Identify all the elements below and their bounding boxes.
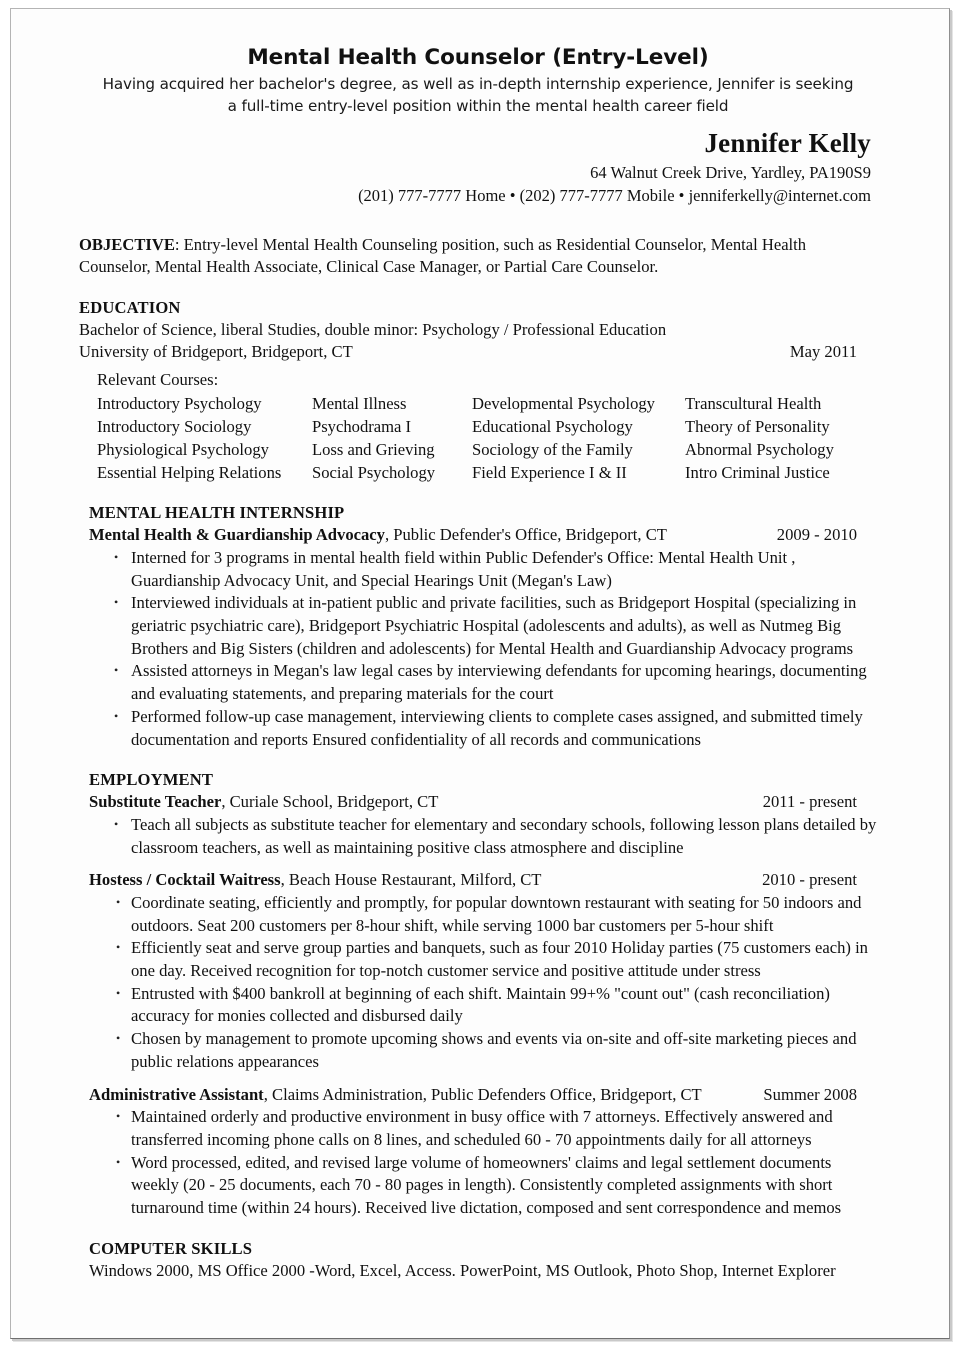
bullet-text: • Assisted attorneys in Megan's law legal cases by interviewing defendants for upcoming hearings, documenting and evaluating statements, and preparing materials for the court xyxy=(131,661,867,704)
job-title-line xyxy=(89,869,541,892)
bullet-text: • Teach all subjects as substitute teacher for elementary and secondary schools, following lesson plans detailed by classroom teachers, as well as maintaining positive class atmosphere and discipline xyxy=(131,814,877,857)
education-date: May 2011 xyxy=(789,342,857,362)
bullet-text: • Efficiently seat and serve group parties and banquets, such as four 2010 Holiday parties (75 customers each) in one day. Received recognition for top-notch customer service and positive attitude under stress xyxy=(131,938,868,980)
candidate-name: Jennifer Kelly xyxy=(704,128,871,159)
course-item: Theory of Personality xyxy=(685,416,830,436)
objective-text: Entry-level Mental Health Counseling position, such as Residential Counselor, Mental Health Counselor, Mental Health Associate, Clinical Case Manager, or Partial Care Counselor. xyxy=(79,234,807,277)
job-role: Hostess / Cocktail Waitress xyxy=(89,870,281,890)
list-item xyxy=(79,660,877,705)
job-org: , Beach House Restaurant, Milford, CT xyxy=(280,870,542,890)
list-item xyxy=(79,547,877,592)
course-item: Social Psychology xyxy=(312,463,436,483)
education-school-row xyxy=(79,341,877,364)
course-item: Introductory Sociology xyxy=(97,416,252,436)
list-item xyxy=(79,1152,877,1220)
job-org: , Claims Administration, Public Defenders Office, Bridgeport, CT xyxy=(263,1084,702,1104)
job-title-row xyxy=(89,1084,877,1107)
internship-role-row xyxy=(89,524,877,547)
resume-header xyxy=(79,45,877,208)
bullet-text: • Performed follow-up case management, interviewing clients to complete cases assigned, and submitted timely documentation and reports Ensured confidentiality of all records and communications xyxy=(131,706,863,749)
course-item: Educational Psychology xyxy=(472,416,633,436)
candidate-contact: (201) 777-7777 Home • (202) 777-7777 Mobile • jenniferkelly@internet.com xyxy=(358,186,871,206)
job-date: 2011 - present xyxy=(762,792,857,812)
employment-heading: EMPLOYMENT xyxy=(89,770,214,790)
internship-bullet-list xyxy=(79,547,877,751)
page-title: Mental Health Counselor (Entry-Level) xyxy=(247,45,709,70)
course-item: Abnormal Psychology xyxy=(685,439,834,459)
education-degree: Bachelor of Science, liberal Studies, double minor: Psychology / Professional Education xyxy=(79,319,667,339)
section-employment xyxy=(79,769,877,1219)
education-heading: EDUCATION xyxy=(79,297,181,317)
bullet-text: • Coordinate seating, efficiently and promptly, for popular downtown restaurant with seating for 50 indoors and outdoors. Seat 200 customers per 8-hour shift, while serving 1000 bar customers per 5-hour shift xyxy=(131,892,862,935)
education-school: University of Bridgeport, Bridgeport, CT xyxy=(79,342,353,362)
spacer xyxy=(79,751,877,769)
job-date: 2010 - present xyxy=(762,870,857,890)
section-education xyxy=(79,297,877,485)
objective-separator: : xyxy=(174,234,184,254)
bullet-text: • Maintained orderly and productive environment in busy office with 7 attorneys. Effectively answered and transferred incoming phone calls on 8 lines, and scheduled 60 - 70 appointments daily for all attorneys xyxy=(131,1107,833,1149)
course-item: Sociology of the Family xyxy=(472,439,633,459)
employment-entry xyxy=(79,1084,877,1220)
bullet-text: • Chosen by management to promote upcoming shows and events via on-site and off-site marketing pieces and public relations appearances xyxy=(131,1029,857,1071)
internship-role-line xyxy=(89,524,667,547)
bullet-text: • Interviewed individuals at in-patient public and private facilities, such as Bridgeport Hospital (specializing in geriatric psychiatric care), Bridgeport Psychiatric Hospital (adolescents and adults), as well as Nutmeg Big Brothers and Big Sisters (children and adolescents) for Mental Health and Guardianship Advocacy programs xyxy=(131,593,857,658)
spacer xyxy=(79,208,877,234)
courses-label: Relevant Courses: xyxy=(97,369,219,389)
job-role: Administrative Assistant xyxy=(89,1084,264,1104)
objective-label: OBJECTIVE xyxy=(79,234,175,254)
course-item: Intro Criminal Justice xyxy=(685,463,830,483)
course-item: Physiological Psychology xyxy=(97,439,269,459)
relevant-courses-grid xyxy=(97,392,877,485)
spacer xyxy=(79,279,877,297)
job-bullet-list xyxy=(79,892,877,1074)
bullet-text: • Word processed, edited, and revised large volume of homeowners' claims and legal settlement documents weekly (20 - 25 documents, each 70 - 80 pages in length). Consistently completed assignments with short turnaround time (within 24 hours). Received live dictation, composed and sent correspondence and memos xyxy=(131,1152,842,1217)
list-item xyxy=(79,1028,877,1073)
section-objective xyxy=(79,234,877,279)
header-summary: Having acquired her bachelor's degree, as well as in-depth internship experience, Jennifer is seeking a full-time entry-level position within the mental health career field xyxy=(102,75,854,115)
course-item: Mental Illness xyxy=(312,393,407,413)
spacer xyxy=(79,859,877,869)
job-title-line xyxy=(89,1084,702,1107)
job-date: Summer 2008 xyxy=(763,1084,857,1104)
job-bullet-list xyxy=(79,1106,877,1220)
spacer xyxy=(79,484,877,502)
objective-paragraph xyxy=(79,234,877,279)
employment-entry xyxy=(79,869,877,1073)
list-item xyxy=(79,814,877,859)
section-internship xyxy=(79,502,877,751)
bullet-text: • Interned for 3 programs in mental health field within Public Defender's Office: Mental Health Unit , Guardianship Advocacy Unit, and Special Hearings Unit (Megan's Law) xyxy=(131,547,796,590)
computer-skills-heading: COMPUTER SKILLS xyxy=(89,1238,253,1258)
list-item xyxy=(79,983,877,1028)
spacer xyxy=(79,1074,877,1084)
course-item: Developmental Psychology xyxy=(472,393,655,413)
job-title-row xyxy=(89,791,877,814)
candidate-address: 64 Walnut Creek Drive, Yardley, PA190S9 xyxy=(590,162,871,182)
list-item xyxy=(79,706,877,751)
internship-org: , Public Defender's Office, Bridgeport, CT xyxy=(384,525,667,545)
job-role: Substitute Teacher xyxy=(89,792,222,812)
internship-role: Mental Health & Guardianship Advocacy xyxy=(89,525,385,545)
job-bullet-list xyxy=(79,814,877,859)
job-title-line xyxy=(89,791,438,814)
course-item: Loss and Grieving xyxy=(312,439,435,459)
course-item: Introductory Psychology xyxy=(97,393,262,413)
spacer xyxy=(79,1220,877,1238)
bullet-text: • Entrusted with $400 bankroll at beginning of each shift. Maintain 99+% "count out" (cash reconciliation) accuracy for monies collected and disbursed daily xyxy=(131,983,830,1026)
list-item xyxy=(79,592,877,660)
course-item: Essential Helping Relations xyxy=(97,463,282,483)
section-computer-skills xyxy=(79,1238,877,1282)
job-title-row xyxy=(89,869,877,892)
list-item xyxy=(79,1106,877,1151)
resume-sheet xyxy=(10,8,950,1339)
job-org: , Curiale School, Bridgeport, CT xyxy=(221,792,439,812)
employment-entry xyxy=(79,791,877,859)
internship-heading: MENTAL HEALTH INTERNSHIP xyxy=(89,503,345,523)
list-item xyxy=(79,937,877,982)
internship-date: 2009 - 2010 xyxy=(776,525,857,545)
course-item: Psychodrama I xyxy=(312,416,412,436)
computer-skills-text: Windows 2000, MS Office 2000 -Word, Excel, Access. PowerPoint, MS Outlook, Photo Shop, Internet Explorer xyxy=(89,1260,836,1280)
course-item: Transcultural Health xyxy=(685,393,822,413)
course-item: Field Experience I & II xyxy=(472,463,627,483)
list-item xyxy=(79,892,877,937)
